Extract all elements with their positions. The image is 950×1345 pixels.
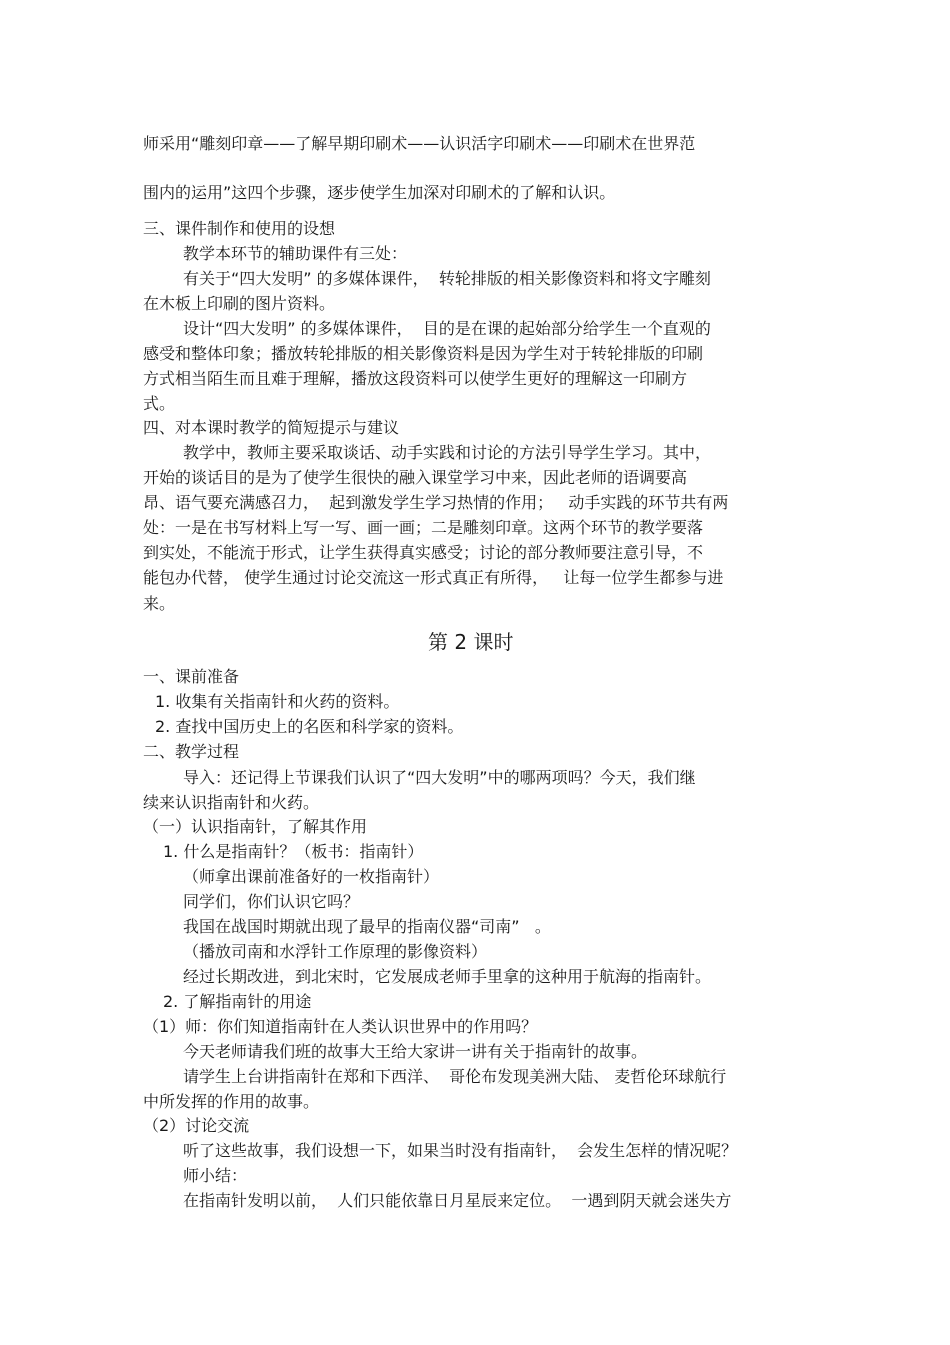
list-item: 1. 什么是指南针？（板书：指南针）: [163, 842, 424, 861]
text-line: 感受和整体印象；播放转轮排版的相关影像资料是因为学生对于转轮排版的印刷: [143, 344, 704, 363]
text-line: （1）师：你们知道指南针在人类认识世界中的作用吗？: [143, 1017, 538, 1036]
text-line: 有关于“四大发明” 的多媒体课件， 转轮排版的相关影像资料和将文字雕刻: [183, 269, 711, 288]
section-heading: 二、教学过程: [143, 742, 240, 761]
text-line: 续来认识指南针和火药。: [143, 793, 320, 812]
section-heading: 一、课前准备: [143, 667, 240, 686]
subsection-heading: （一）认识指南针，了解其作用: [143, 817, 368, 836]
text-line: 中所发挥的作用的故事。: [143, 1092, 320, 1111]
text-line: 昂、语气要充满感召力， 起到激发学生学习热情的作用； 动手实践的环节共有两: [143, 493, 729, 512]
text-line: 在指南针发明以前， 人们只能依靠日月星辰来定位。 一遇到阴天就会迷失方: [183, 1191, 732, 1210]
section-heading: 四、对本课时教学的简短提示与建议: [143, 418, 400, 437]
text-line: 在木板上印刷的图片资料。: [143, 294, 336, 313]
text-line: 今天老师请我们班的故事大王给大家讲一讲有关于指南针的故事。: [183, 1042, 648, 1061]
text-line: 围内的运用”这四个步骤，逐步使学生加深对印刷术的了解和认识。: [143, 183, 616, 202]
text-line: 经过长期改进，到北宋时，它发展成老师手里拿的这种用于航海的指南针。: [183, 967, 712, 986]
text-line: 设计“四大发明” 的多媒体课件， 目的是在课的起始部分给学生一个直观的: [183, 319, 711, 338]
list-item: 2. 了解指南针的用途: [163, 992, 312, 1011]
text-line: 开始的谈话目的是为了使学生很快的融入课堂学习中来，因此老师的语调要高: [143, 468, 688, 487]
text-line: 请学生上台讲指南针在郑和下西洋、 哥伦布发现美洲大陆、 麦哲伦环球航行: [183, 1067, 727, 1086]
text-line: （播放司南和水浮针工作原理的影像资料）: [183, 942, 488, 961]
section-heading: 三、课件制作和使用的设想: [143, 219, 336, 238]
text-line: 教学中，教师主要采取谈话、动手实践和讨论的方法引导学生学习。其中，: [183, 443, 712, 462]
text-line: 我国在战国时期就出现了最早的指南仪器“司南” 。: [183, 917, 551, 936]
list-item: 2. 查找中国历史上的名医和科学家的资料。: [155, 717, 464, 736]
text-line: 到实处，不能流于形式，让学生获得真实感受；讨论的部分教师要注意引导，不: [143, 543, 704, 562]
list-item: 1. 收集有关指南针和火药的资料。: [155, 692, 400, 711]
text-line: 师小结：: [183, 1166, 248, 1185]
text-line: 能包办代替， 使学生通过讨论交流这一形式真正有所得， 让每一位学生都参与进: [143, 568, 724, 587]
text-line: 来。: [143, 594, 176, 613]
text-line: 听了这些故事，我们设想一下，如果当时没有指南针， 会发生怎样的情况呢？: [183, 1141, 738, 1160]
text-line: 式。: [143, 394, 176, 413]
text-line: 教学本环节的辅助课件有三处：: [183, 244, 408, 263]
text-line: 师采用“雕刻印章——了解早期印刷术——认识活字印刷术——印刷术在世界范: [143, 134, 696, 153]
text-line: （师拿出课前准备好的一枚指南针）: [183, 867, 440, 886]
text-line: 方式相当陌生而且难于理解，播放这段资料可以使学生更好的理解这一印刷方: [143, 369, 688, 388]
lesson-title: 第 2 课时: [428, 630, 514, 654]
text-line: 处：一是在书写材料上写一写、画一画；二是雕刻印章。这两个环节的教学要落: [143, 518, 704, 537]
text-line: （2）讨论交流: [143, 1116, 250, 1135]
text-line: 导入：还记得上节课我们认识了“四大发明”中的哪两项吗？今天，我们继: [183, 768, 696, 787]
text-line: 同学们，你们认识它吗？: [183, 892, 360, 911]
